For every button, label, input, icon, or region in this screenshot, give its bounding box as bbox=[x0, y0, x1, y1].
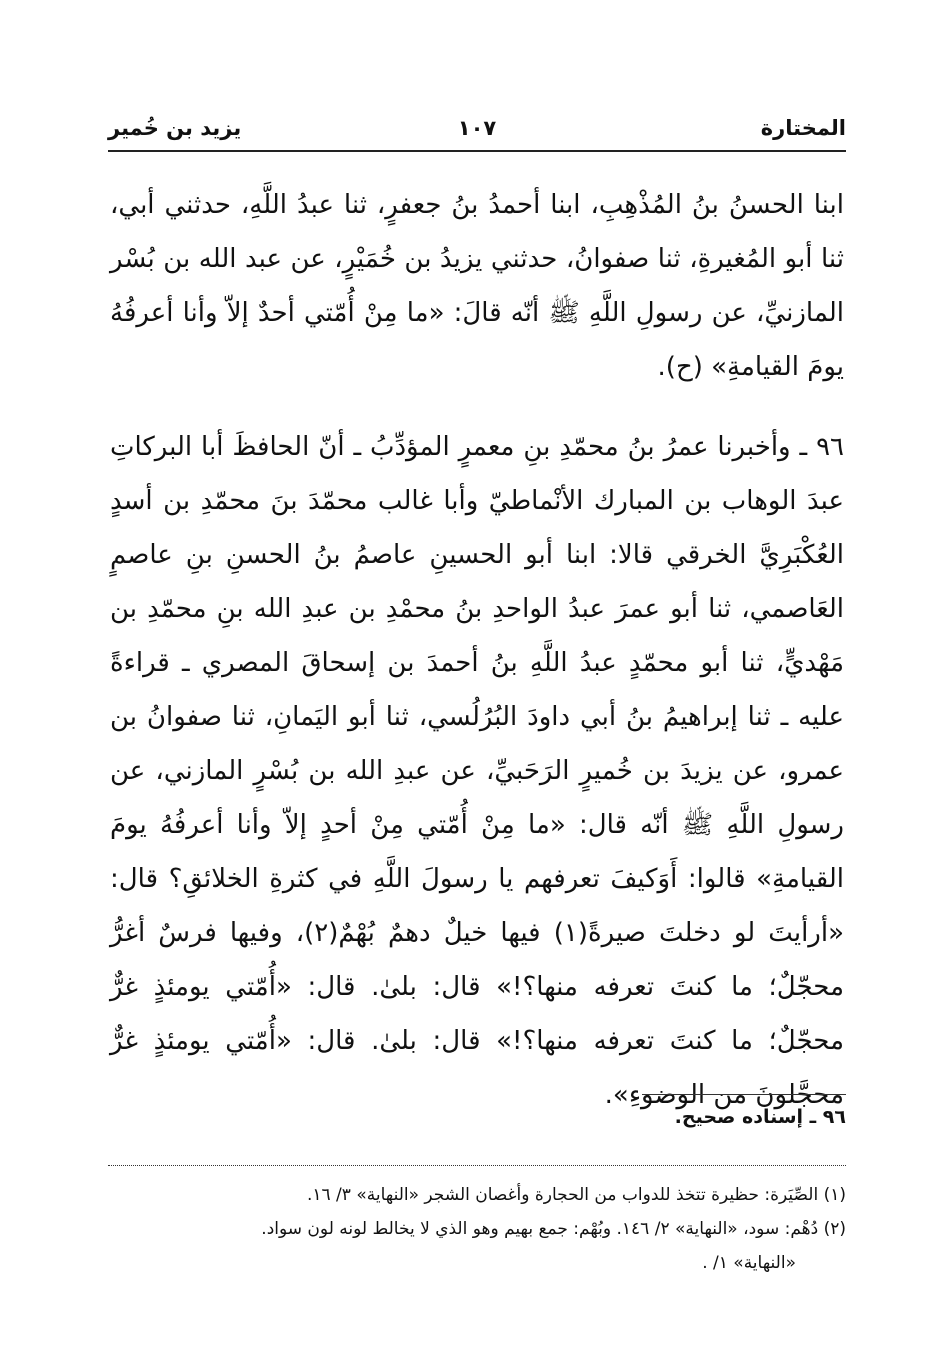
running-header bbox=[108, 110, 846, 146]
footnote-2: (٢) دُهْم: سود، «النهاية» ٢/ ١٤٦. وبُهْم: جمع بهيم وهو الذي لا يخالط لونه لون سواد. bbox=[261, 1219, 846, 1239]
paragraph-2: ٩٦ ـ وأخبرنا عمرُ بنُ محمّدِ بنِ معمرٍ المؤدِّبُ ـ أنّ الحافظَ أبا البركاتِ عبدَ الوهاب بن المبارك الأنْماطيّ وأبا غالب محمّدَ بنَ محمّدِ بن أسدٍ العُكْبَرِيَّ الخرقي قالا: ابنا أبو الحسينِ عاصمُ بنُ الحسنِ بنِ عاصمٍ العَاصمي، ثنا أبو عمرَ عبدُ الواحدِ بنُ محمْدِ بن عبدِ الله بنِ محمّدِ بن مَهْديٍّ، ثنا أبو محمّدٍ عبدُ اللَّهِ بنُ أحمدَ بن إسحاقَ المصري ـ قراءةً عليه ـ ثنا إبراهيمُ بنُ أبي داودَ البُرُلُسي، ثنا أبو اليَمانِ، ثنا صفوانُ بن عمرو، عن يزيدَ بن خُميرٍ الرَحَبيِّ، عن عبدِ الله بن بُسْرٍ المازني، عن رسولِ اللَّهِ ﷺ أنّه قال: «ما مِنْ أُمّتي مِنْ أحدٍ إلاّ وأنا أعرفُهُ يومَ القيامةِ» قالوا: أَوَكيفَ تعرفهم يا رسولَ اللَّهِ في كثرةِ الخلائقِ؟ قال: «أرأيتَ لو دخلتَ صيرةً(١) فيها خيلٌ دهمٌ بُهْمٌ(٢)، وفيها فرسٌ أغرُّ محجّلٌ؛ ما كنتَ تعرفه منها؟!» قال: بلىٰ. قال: «أُمّتي يومئذٍ غرٌّ محجّلٌ؛ ما كنتَ تعرفه منها؟!» قال: بلىٰ. قال: «أُمّتي يومئذٍ غرٌّ محجَّلونَ من الوضوءِ». bbox=[110, 432, 844, 1110]
header-rule bbox=[108, 150, 846, 152]
footnotes-separator bbox=[108, 1165, 846, 1166]
notes-separator bbox=[642, 1094, 846, 1095]
page-number: ١٠٧ bbox=[457, 116, 497, 140]
section-name: يزيد بن خُمير bbox=[108, 116, 242, 140]
main-text bbox=[110, 178, 844, 1122]
footnotes bbox=[108, 1178, 846, 1280]
isnad-note: ٩٦ ـ إسناده صحيح. bbox=[674, 1106, 846, 1128]
footnote-2-continued: «النهاية» ١/ . bbox=[702, 1253, 796, 1273]
footnote-1: (١) الصِّيَرة: حظيرة تتخذ للدواب من الحجارة وأغصان الشجر «النهاية» ٣/ ١٦. bbox=[306, 1185, 846, 1205]
book-title: المختارة bbox=[760, 116, 846, 140]
paragraph-1: ابنا الحسنُ بنُ المُذْهِبِ، ابنا أحمدُ بنُ جعفرٍ، ثنا عبدُ اللَّهِ، حدثني أبي، ثنا أبو المُغيرةِ، ثنا صفوانُ، حدثني يزيدُ بن خُمَيْرٍ، عن عبد الله بن بُسْر المازنيِّ، عن رسولِ اللَّهِ ﷺ أنّه قالَ: «ما مِنْ أُمّتي أحدٌ إلاّ وأنا أعرفُهُ يومَ القيامةِ» (ح). bbox=[110, 190, 844, 382]
